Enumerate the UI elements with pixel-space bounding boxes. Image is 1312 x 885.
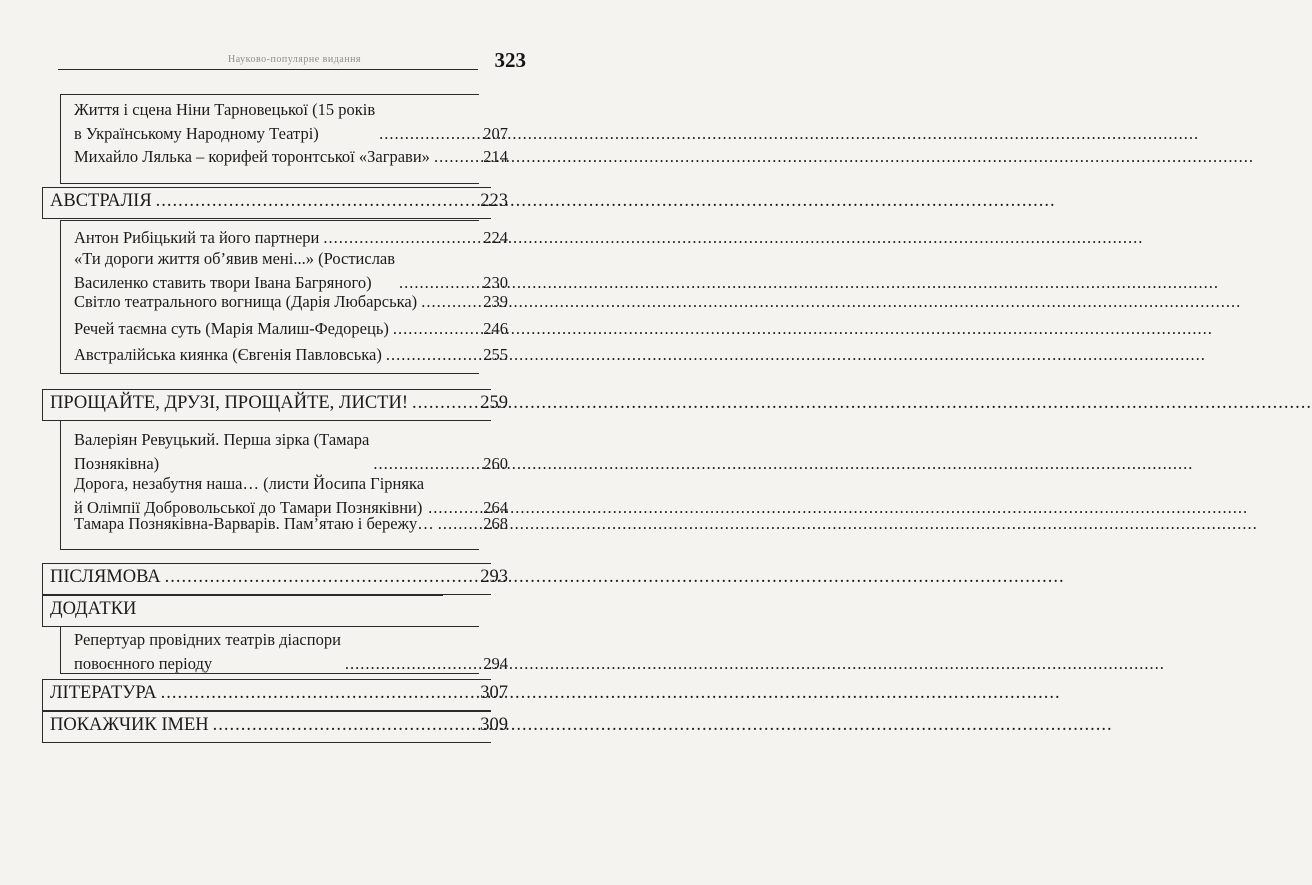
toc-entry-page: 255 [483, 345, 508, 364]
dot-leader [434, 145, 479, 169]
toc-entry-title: Життя і сцена Ніни Тарновецької (15 років в Українському Народному Театрі) [74, 100, 376, 143]
toc-entry-page: 239 [483, 292, 508, 311]
toc-entry-title: Михайло Лялька – корифей торонтської «Заграви» [74, 147, 430, 166]
toc-entry-page: 294 [483, 654, 508, 673]
dot-leader [386, 343, 479, 367]
toc-entry-title: Речей таємна суть (Марія Малиш-Федорець) [74, 319, 389, 338]
toc-section-literature[interactable] [50, 681, 508, 705]
dot-leader [412, 391, 476, 415]
dot-leader [161, 681, 477, 705]
toc-entry-page: 246 [483, 319, 508, 338]
toc-entry[interactable] [74, 247, 508, 295]
toc-entry[interactable] [74, 512, 508, 536]
section-title: ПОКАЖЧИК ІМЕН [50, 715, 209, 735]
section-page: 309 [480, 715, 508, 735]
toc-entry[interactable] [74, 428, 508, 476]
toc-entry-page: 224 [483, 228, 508, 247]
toc-entry-title: Репертуар провідних театрів діаспори повоєнного періоду [74, 630, 341, 673]
dot-leader [156, 189, 477, 213]
toc-entry-page: 230 [483, 273, 508, 292]
toc-entry[interactable] [74, 317, 508, 341]
section-page: 259 [480, 393, 508, 413]
toc-entry-page: 207 [483, 124, 508, 143]
dot-leader [421, 290, 479, 314]
dot-leader [213, 713, 477, 737]
dot-leader [379, 122, 479, 146]
dot-leader [393, 317, 479, 341]
page-number: 323 [494, 48, 526, 72]
toc-section-index[interactable] [50, 713, 508, 737]
toc-entry-title: Світло театрального вогнища (Дарія Любарська) [74, 292, 418, 311]
toc-section-australia[interactable] [50, 189, 508, 213]
dot-leader [165, 565, 477, 589]
toc-entry-title: Дорога, незабутня наша… (листи Йосипа Гірняка й Олімпії Добровольської до Тамари Позняківни) [74, 474, 425, 517]
section-title: ЛІТЕРАТУРА [50, 683, 157, 703]
section-title: ДОДАТКИ [50, 599, 137, 619]
book-page [0, 0, 600, 885]
dot-leader [438, 512, 480, 536]
section-page: 293 [480, 567, 508, 587]
toc-entry-page: 214 [483, 147, 508, 166]
section-page: 223 [480, 191, 508, 211]
toc-entry-page: 260 [483, 454, 508, 473]
running-title: Науково-популярне видання [228, 54, 362, 65]
toc-entry-title: Австралійська киянка (Євгенія Павловська) [74, 345, 382, 364]
table-of-contents [0, 0, 600, 885]
section-title: АВСТРАЛІЯ [50, 191, 152, 211]
toc-entry[interactable] [74, 628, 508, 676]
toc-entry-title: Тамара Позняківна-Варварів. Пам’ятаю і бережу… [74, 514, 434, 533]
toc-section-appendices[interactable] [50, 597, 508, 621]
toc-entry[interactable] [74, 145, 508, 169]
toc-entry[interactable] [74, 290, 508, 314]
toc-entry-title: «Ти дороги життя об’явив мені...» (Ростислав Василенко ставить твори Івана Багряного) [74, 249, 396, 292]
toc-entry-title: Антон Рибіцький та його партнери [74, 228, 320, 247]
toc-entry[interactable] [74, 343, 508, 367]
dot-leader [345, 652, 479, 676]
toc-entry-page: 264 [483, 498, 508, 517]
section-page: 307 [480, 683, 508, 703]
toc-entry-title: Валеріян Ревуцький. Перша зірка (Тамара Позняківна) [74, 430, 370, 473]
section-title: ПІСЛЯМОВА [50, 567, 161, 587]
toc-section-farewell[interactable] [50, 391, 508, 415]
toc-entry[interactable] [74, 98, 508, 146]
toc-section-afterword[interactable] [50, 565, 508, 589]
section-title: ПРОЩАЙТЕ, ДРУЗІ, ПРОЩАЙТЕ, ЛИСТИ! [50, 393, 408, 413]
toc-entry-page: 268 [483, 514, 508, 533]
